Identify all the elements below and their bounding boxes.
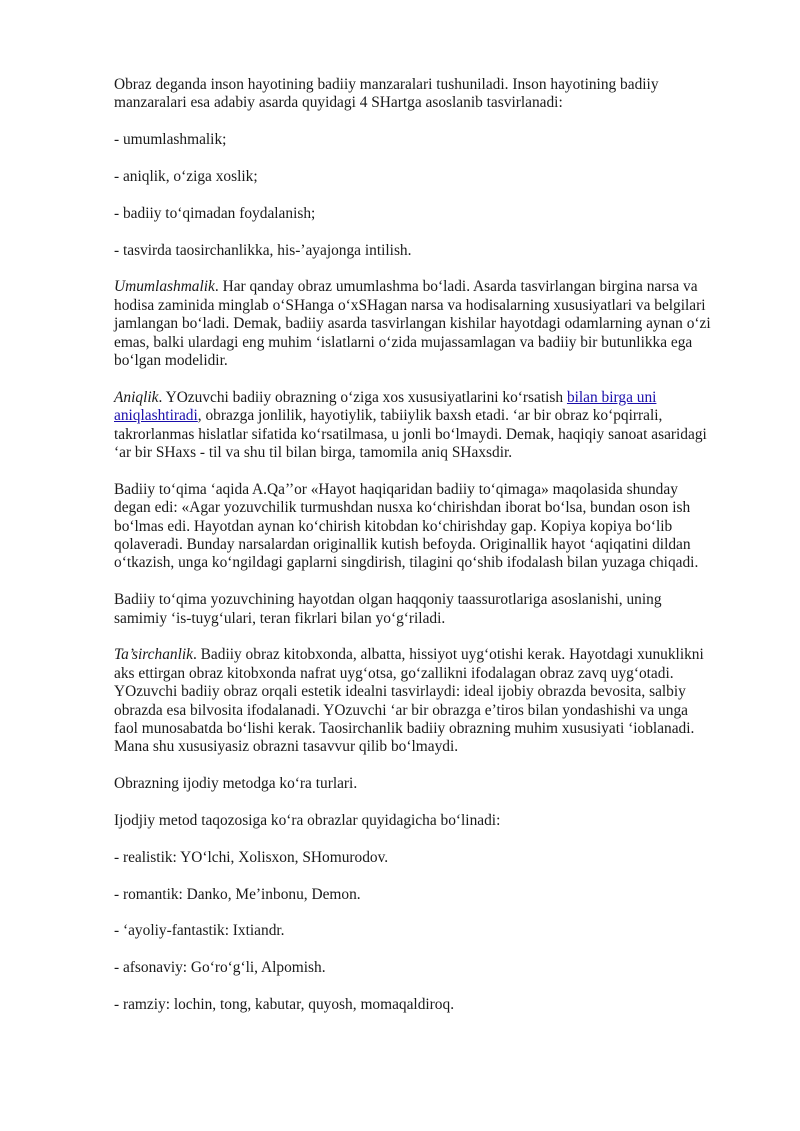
- aniqlik-paragraph: [114, 389, 714, 463]
- umumlashmalik-paragraph: [114, 278, 714, 370]
- turlari-intro: Ijodjiy metod taqozosiga ko‘ra obrazlar quyidagicha bo‘linadi:: [114, 812, 501, 830]
- condition-item: - badiiy to‘qimadan foydalanish;: [114, 204, 316, 222]
- type-item: - romantik: Danko, Me’inbonu, Demon.: [114, 885, 361, 903]
- badiiy-toqima-paragraph-2: Badiiy to‘qima yozuvchining hayotdan olgan haqqoniy taassurotlariga asoslanishi, uning samimiy ‘is-tuyg‘ulari, teran fikrlari bilan yo‘g‘riladi.: [114, 591, 662, 627]
- type-item: - ‘ayoliy-fantastik: Ixtiandr.: [114, 922, 285, 940]
- umumlashmalik-term: Umumlashmalik: [114, 278, 215, 296]
- aniqlik-text-before: . YOzuvchi badiiy obrazning o‘ziga xos xususiyatlarini ko‘rsatish: [158, 388, 567, 406]
- type-item: - ramziy: lochin, tong, kabutar, quyosh, momaqaldiroq.: [114, 996, 455, 1014]
- condition-item: - aniqlik, o‘ziga xoslik;: [114, 168, 258, 185]
- umumlashmalik-text: . Har qanday obraz umumlashma bo‘ladi. Asarda tasvirlangan birgina narsa va hodisa zaminida minglab o‘SHanga o‘xSHagan narsa va hodisalarning xususiyatlari va belgilari jamlangan bo‘ladi. Demak, badiiy asarda tasvirlangan kishilar hayotdagi odamlarning aynan o‘zi emas, balki ulardagi eng muhim ‘islatlarni o‘zida mujassamlagan va badiiy bir butunlikka ega bo‘lgan modelidir.: [114, 278, 711, 370]
- document-page: [114, 76, 714, 1033]
- aniqlik-text-after: , obrazga jonlilik, hayotiylik, tabiiylik baxsh etadi. ‘ar bir obraz ko‘pqirrali, takrorlanmas hislatlar sifatida ko‘rsatilmasa, u jonli bo‘lmaydi. Demak, haqiqiy sanoat asaridagi ‘ar bir SHaxs - til va shu til bilan birga, tamomila aniq SHaxsdir.: [114, 407, 707, 462]
- type-item: - afsonaviy: Go‘ro‘g‘li, Alpomish.: [114, 959, 326, 977]
- aniqlashtiradi-link[interactable]: bilan birga uni aniqlashtiradi: [114, 388, 657, 425]
- condition-item: - umumlashmalik;: [114, 131, 227, 149]
- type-item: - realistik: YO‘lchi, Xolisxon, SHomurodov.: [114, 848, 389, 866]
- condition-item: - tasvirda taosirchanlikka, his-’ayajonga intilish.: [114, 241, 412, 259]
- tasirchanlik-term: Ta’sirchanlik: [114, 646, 193, 664]
- aniqlik-term: Aniqlik: [114, 388, 159, 406]
- tasirchanlik-text: . Badiiy obraz kitobxonda, albatta, hissiyot uyg‘otishi kerak. Hayotdagi xunuklikni aks ettirgan obraz kitobxonda nafrat uyg‘otsa, go‘zallikni ifodalagan obraz zavq uyg‘otadi. YOzuvchi badiiy obraz orqali estetik idealni tasvirlaydi: ideal ijobiy obrazda bevosita, salbiy obrazda esa bilvosita ifodalanadi. YOzuvchi ‘ar bir obrazga e’tiros bilan yondashishi va unga faol munosabatda bo‘lishi kerak. Taosirchanlik badiiy obrazning muhim xususiyati ‘ioblanadi. Mana shu xususiyasiz obrazni tasavvur qilib bo‘lmaydi.: [114, 646, 704, 756]
- tasirchanlik-paragraph: [114, 646, 714, 756]
- turlari-title: Obrazning ijodiy metodga ko‘ra turlari.: [114, 775, 358, 793]
- badiiy-toqima-paragraph: Badiiy to‘qima ‘aqida A.Qa’’or «Hayot haqiqaridan badiiy to‘qimaga» maqolasida shunday degan edi: «Agar yozuvchilik turmushdan nusxa ko‘chirishdan iborat bo‘lsa, bundan oson ish bo‘lmas edi. Hayotdan aynan ko‘chirish kitobdan ko‘chirishday gap. Kopiya kopiya bo‘lib qolaveradi. Bunday narsalardan originallik kutish befoyda. Originallik hayot ‘aqiqatini dildan o‘tkazish, unga ko‘ngildagi gaplarni singdirish, tilagini qo‘shib ifodalash bilan yuzaga chiqadi.: [114, 480, 699, 572]
- intro-paragraph: Obraz deganda inson hayotining badiiy manzaralari tushuniladi. Inson hayotining badiiy manzaralari esa adabiy asarda quyidagi 4 SHartga asoslanib tasvirlanadi:: [114, 76, 659, 112]
